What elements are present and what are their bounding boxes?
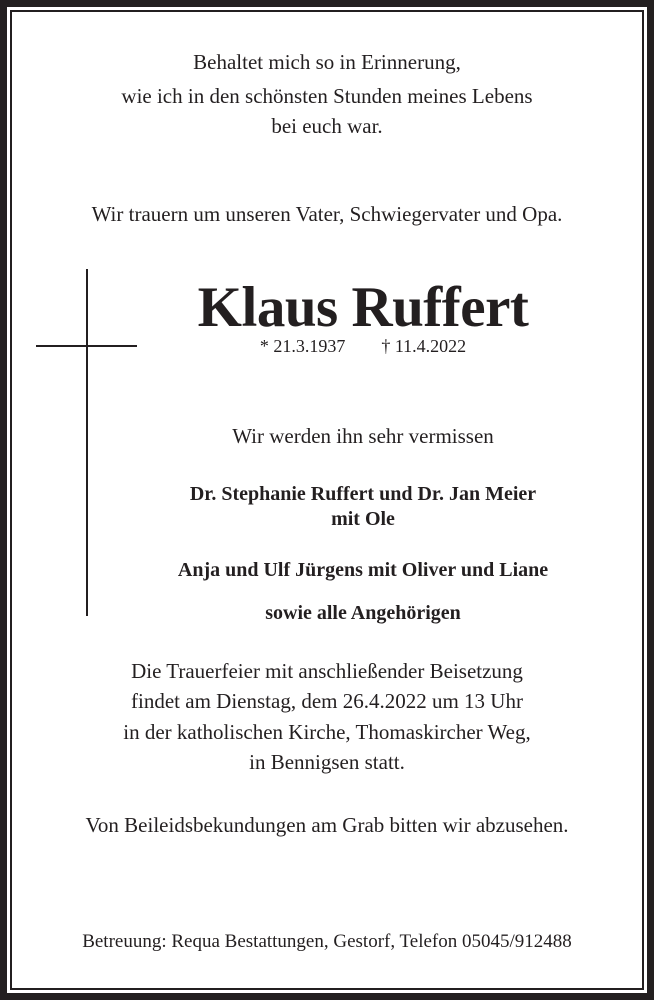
ceremony-line-4: in Bennigsen statt. xyxy=(249,750,405,774)
poem-line-3: bei euch war. xyxy=(271,114,383,138)
intro-text: Wir trauern um unseren Vater, Schwiegervater und Opa. xyxy=(91,202,563,226)
birth-date: * 21.3.1937 xyxy=(259,336,346,356)
family-line-3: Anja und Ulf Jürgens mit Oliver und Liane xyxy=(177,559,549,581)
ceremony-line-2: findet am Dienstag, dem 26.4.2022 um 13 Uhr xyxy=(131,689,523,713)
mourning-line: Wir werden ihn sehr vermissen xyxy=(232,424,494,448)
deceased-name: Klaus Ruffert xyxy=(197,276,529,339)
family-line-1: Dr. Stephanie Ruffert und Dr. Jan Meier xyxy=(189,483,537,505)
poem-line-2: wie ich in den schönsten Stunden meines Lebens xyxy=(121,84,533,108)
family-line-2: mit Ole xyxy=(331,508,395,530)
family-line-4: sowie alle Angehörigen xyxy=(265,602,461,624)
death-date: † 11.4.2022 xyxy=(381,336,467,356)
footer-funeral-home: Betreuung: Requa Bestattungen, Gestorf, Telefon 05045/912488 xyxy=(82,931,572,952)
ceremony-line-3: in der katholischen Kirche, Thomaskircher Weg, xyxy=(123,720,531,744)
poem-line-1: Behaltet mich so in Erinnerung, xyxy=(193,50,461,74)
life-dates xyxy=(36,337,654,355)
condolence-note: Von Beileidsbekundungen am Grab bitten wir abzusehen. xyxy=(85,813,569,837)
ceremony-line-1: Die Trauerfeier mit anschließender Beisetzung xyxy=(131,659,523,683)
